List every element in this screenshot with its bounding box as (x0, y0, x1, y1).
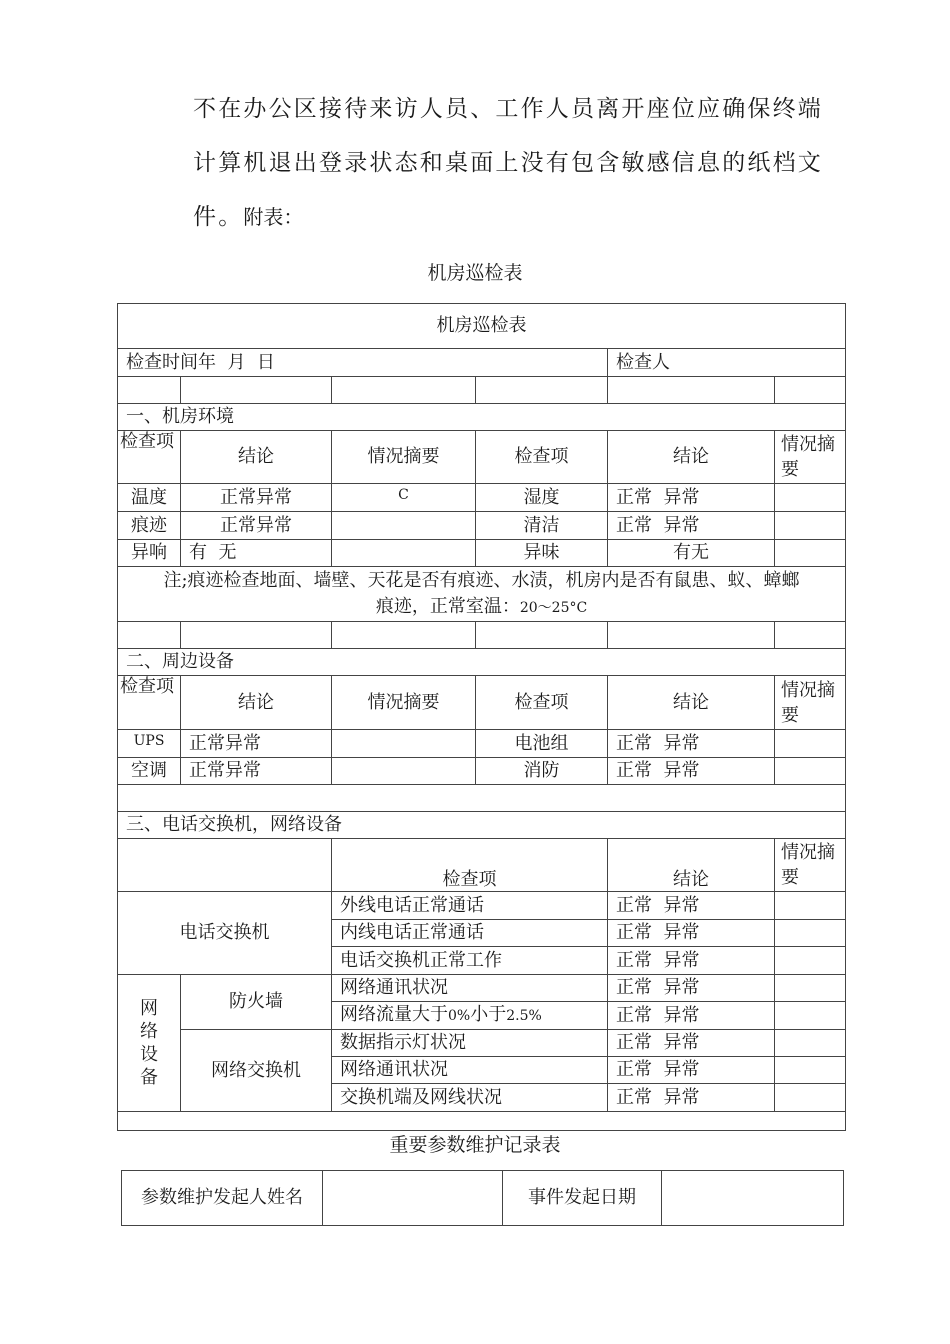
summary-traces (332, 512, 476, 540)
col-header-summary-2: 情况摘要 (775, 676, 846, 730)
check-item-outside-line: 外线电话正常通话 (332, 892, 608, 920)
col-header-item-2: 检查项 (476, 431, 608, 484)
item-fire-protection: 消防 (476, 758, 608, 785)
summary-inside-line (775, 920, 846, 947)
conclusion-traces: 正常异常 (181, 512, 332, 540)
check-item-indicator-lights: 数据指示灯状况 (332, 1030, 608, 1057)
blank-row (118, 1112, 846, 1131)
section-1-heading: 一、机房环境 (118, 404, 846, 431)
item-odor: 异味 (476, 540, 608, 567)
item-air-conditioning: 空调 (118, 758, 181, 785)
blank-cell (775, 377, 846, 404)
col-header-summary: 情况摘要 (332, 676, 476, 730)
conclusion-temperature: 正常异常 (181, 484, 332, 512)
section-2-heading: 二、周边设备 (118, 649, 846, 676)
blank-cell (608, 622, 775, 649)
conclusion-ups: 正常异常 (181, 730, 332, 758)
summary-humidity (775, 484, 846, 512)
intro-line-2: 计算机退出登录状态和桌面上没有包含敏感信息的纸档文 (193, 150, 823, 176)
traffic-min: 0% (448, 1008, 471, 1024)
summary-battery (775, 730, 846, 758)
table2-caption: 重要参数维护记录表 (389, 1134, 561, 1156)
blank-cell (775, 622, 846, 649)
check-item-switch-working: 电话交换机正常工作 (332, 947, 608, 975)
col-header-item: 检查项 (118, 676, 181, 730)
table-title: 机房巡检表 (118, 304, 846, 349)
conclusion-noise: 有 无 (181, 540, 332, 567)
blank-cell (332, 377, 476, 404)
firewall-label: 防火墙 (181, 975, 332, 1030)
conclusion-odor: 有无 (608, 540, 775, 567)
conclusion-switch-comm: 正常 异常 (608, 1057, 775, 1084)
attachment-label: 附表： (243, 205, 304, 229)
summary-noise (332, 540, 476, 567)
col-header-conclusion: 结论 (608, 839, 775, 892)
phone-switch-label: 电话交换机 (118, 892, 332, 975)
summary-outside-line (775, 892, 846, 920)
item-humidity: 湿度 (476, 484, 608, 512)
col-header-conclusion-2: 结论 (608, 431, 775, 484)
blank-cell (181, 377, 332, 404)
blank-cell (332, 622, 476, 649)
environment-note (118, 567, 846, 622)
col-header-check-item: 检查项 (332, 839, 608, 892)
summary-indicator-lights (775, 1030, 846, 1057)
conclusion-switch-working: 正常 异常 (608, 947, 775, 975)
conclusion-battery: 正常 异常 (608, 730, 775, 758)
section-3-heading: 三、电话交换机，网络设备 (118, 812, 846, 839)
summary-traffic (775, 1002, 846, 1030)
inspector-label: 检查人 (608, 349, 846, 377)
summary-firewall-comm (775, 975, 846, 1002)
blank-cell (118, 622, 181, 649)
network-equipment-label (118, 975, 181, 1112)
summary-ports-cables (775, 1084, 846, 1112)
conclusion-air-conditioning: 正常异常 (181, 758, 332, 785)
col-header-item-2: 检查项 (476, 676, 608, 730)
inspection-time-label: 检查时间年 月 日 (118, 349, 608, 377)
summary-temperature: C (332, 484, 476, 512)
inspection-table (117, 303, 846, 1131)
conclusion-humidity: 正常 异常 (608, 484, 775, 512)
note-line-2 (120, 594, 843, 621)
intro-paragraph (193, 82, 853, 244)
event-date-value (662, 1171, 844, 1226)
summary-air-conditioning (332, 758, 476, 785)
conclusion-indicator-lights: 正常 异常 (608, 1030, 775, 1057)
blank-cell (608, 377, 775, 404)
col-header-conclusion: 结论 (181, 676, 332, 730)
summary-ups (332, 730, 476, 758)
conclusion-cleanliness: 正常 异常 (608, 512, 775, 540)
initiator-name-label: 参数维护发起人姓名 (122, 1171, 323, 1226)
check-item-firewall-comm: 网络通讯状况 (332, 975, 608, 1002)
normal-temperature-range: 20〜25°C (519, 599, 588, 616)
summary-cleanliness (775, 512, 846, 540)
check-item-switch-comm: 网络通讯状况 (332, 1057, 608, 1084)
network-switch-label: 网络交换机 (181, 1030, 332, 1112)
item-cleanliness: 清洁 (476, 512, 608, 540)
item-temperature: 温度 (118, 484, 181, 512)
conclusion-fire-protection: 正常 异常 (608, 758, 775, 785)
network-equipment-text: 网络设备 (140, 998, 158, 1088)
item-battery: 电池组 (476, 730, 608, 758)
parameter-maintenance-table (121, 1170, 844, 1226)
table1-caption: 机房巡检表 (427, 262, 523, 284)
conclusion-inside-line: 正常 异常 (608, 920, 775, 947)
col-header-conclusion: 结论 (181, 431, 332, 484)
note-line-2-main: 痕迹，正常室温： (375, 595, 520, 617)
conclusion-ports-cables: 正常 异常 (608, 1084, 775, 1112)
intro-line-1: 不在办公区接待来访人员、工作人员离开座位应确保终端 (193, 96, 823, 122)
intro-line-3 (193, 190, 853, 244)
blank-cell (476, 377, 608, 404)
blank-cell (476, 622, 608, 649)
traffic-max: 2.5% (506, 1008, 542, 1024)
col-header-summary: 情况摘要 (775, 839, 846, 892)
event-date-label: 事件发起日期 (503, 1171, 662, 1226)
summary-fire-protection (775, 758, 846, 785)
blank-cell (181, 622, 332, 649)
summary-switch-comm (775, 1057, 846, 1084)
summary-odor (775, 540, 846, 567)
summary-switch-working (775, 947, 846, 975)
blank-cell (118, 839, 332, 892)
intro-line-3-main: 件。 (193, 204, 244, 230)
conclusion-firewall-comm: 正常 异常 (608, 975, 775, 1002)
initiator-name-value (323, 1171, 503, 1226)
conclusion-traffic: 正常 异常 (608, 1002, 775, 1030)
col-header-summary: 情况摘要 (332, 431, 476, 484)
conclusion-outside-line: 正常 异常 (608, 892, 775, 920)
check-item-inside-line: 内线电话正常通话 (332, 920, 608, 947)
traffic-text-1: 网络流量大于 (340, 1004, 448, 1025)
item-ups: UPS (118, 730, 181, 758)
traffic-text-2: 小于 (470, 1004, 507, 1025)
col-header-summary-2: 情况摘要 (775, 431, 846, 484)
blank-row (118, 785, 846, 812)
check-item-traffic (332, 1002, 608, 1030)
col-header-conclusion-2: 结论 (608, 676, 775, 730)
item-traces: 痕迹 (118, 512, 181, 540)
blank-cell (118, 377, 181, 404)
col-header-item: 检查项 (118, 431, 181, 484)
note-line-1: 注;痕迹检查地面、墙壁、天花是否有痕迹、水渍，机房内是否有鼠患、蚁、蟑螂 (163, 569, 800, 591)
check-item-ports-cables: 交换机端及网线状况 (332, 1084, 608, 1112)
item-noise: 异响 (118, 540, 181, 567)
